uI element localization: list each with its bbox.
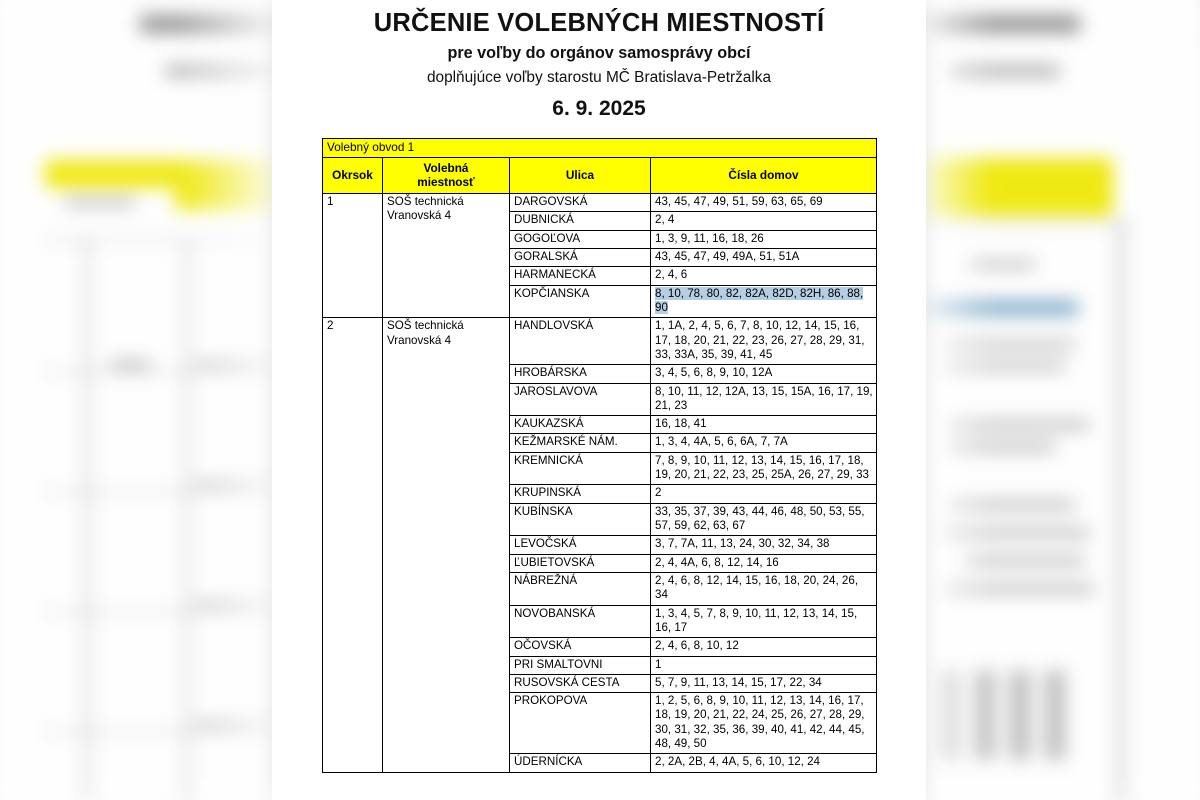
cell-house-numbers: 1, 3, 4, 5, 7, 8, 9, 10, 11, 12, 13, 14, 15, 16, 17	[651, 605, 877, 638]
cell-house-numbers: 8, 10, 11, 12, 12A, 13, 15, 15A, 16, 17, 19, 21, 23	[651, 383, 877, 416]
cell-house-numbers: 2, 4	[651, 212, 877, 230]
cell-street: HARMANECKÁ	[510, 267, 651, 285]
cell-okrsok: 1	[323, 194, 383, 318]
cell-house-numbers: 2, 4, 4A, 6, 8, 12, 14, 16	[651, 554, 877, 572]
cell-street: KUBÍNSKA	[510, 503, 651, 536]
cell-house-numbers: 2, 4, 6, 8, 12, 14, 15, 16, 18, 20, 24, 26, 34	[651, 572, 877, 605]
col-header-house-numbers: Čísla domov	[651, 157, 877, 193]
polling-place-line2: Vranovská 4	[387, 209, 452, 223]
col-header-street: Ulica	[510, 157, 651, 193]
background-blurred-left	[0, 0, 300, 800]
col-header-polling-place-line1: Volebná	[423, 160, 469, 175]
cell-street: LEVOČSKÁ	[510, 536, 651, 554]
cell-street: NÁBREŽNÁ	[510, 572, 651, 605]
table-container	[322, 138, 876, 773]
cell-street: RUSOVSKÁ CESTA	[510, 674, 651, 692]
cell-street: DUBNICKÁ	[510, 212, 651, 230]
cell-polling-place	[383, 194, 510, 318]
cell-okrsok: 2	[323, 318, 383, 772]
election-date: 6. 9. 2025	[552, 97, 646, 120]
cell-street: OČOVSKÁ	[510, 638, 651, 656]
col-header-okrsok: Okrsok	[323, 157, 383, 193]
cell-house-numbers: 43, 45, 47, 49, 49A, 51, 51A	[651, 249, 877, 267]
cell-house-numbers: 2	[651, 485, 877, 503]
cell-house-numbers: 1, 3, 4, 4A, 5, 6, 6A, 7, 7A	[651, 434, 877, 452]
polling-place-line1: SOŠ technická	[387, 195, 464, 209]
cell-street: JAROSLAVOVA	[510, 383, 651, 416]
polling-place-line2: Vranovská 4	[387, 333, 452, 347]
cell-street: KRUPINSKÁ	[510, 485, 651, 503]
cell-street: KAUKAZSKÁ	[510, 416, 651, 434]
table-row	[323, 318, 877, 365]
polling-place-line1: SOŠ technická	[387, 319, 464, 333]
table-body	[323, 194, 877, 773]
cell-street: GOGOĽOVA	[510, 230, 651, 248]
table-head	[323, 139, 877, 194]
cell-house-numbers: 5, 7, 9, 11, 13, 14, 15, 17, 22, 34	[651, 674, 877, 692]
table-row	[323, 194, 877, 212]
document-header	[272, 0, 926, 121]
cell-street: ÚDERNÍCKA	[510, 754, 651, 772]
cell-street: KEŽMARSKÉ NÁM.	[510, 434, 651, 452]
page-title: URČENIE VOLEBNÝCH MIESTNOSTÍ	[373, 9, 825, 37]
cell-house-numbers: 3, 4, 5, 6, 8, 9, 10, 12A	[651, 365, 877, 383]
cell-house-numbers: 1, 1A, 2, 4, 5, 6, 7, 8, 10, 12, 14, 15, 16, 17, 18, 20, 21, 22, 23, 26, 27, 28, 29, 31, 33, 33A, 35, 39, 41, 45	[651, 318, 877, 365]
cell-street: HANDLOVSKÁ	[510, 318, 651, 365]
cell-house-numbers: 2, 4, 6, 8, 10, 12	[651, 638, 877, 656]
cell-street: NOVOBANSKÁ	[510, 605, 651, 638]
cell-house-numbers: 2, 2A, 2B, 4, 4A, 5, 6, 10, 12, 24	[651, 754, 877, 772]
polling-places-table	[322, 138, 877, 773]
selected-text-highlight: 8, 10, 78, 80, 82, 82A, 82D, 82H, 86, 88, 90	[655, 286, 864, 314]
district-band-label: Volebný obvod 1	[323, 139, 877, 158]
cell-street: PROKOPOVA	[510, 693, 651, 754]
cell-street: ĽUBIETOVSKÁ	[510, 554, 651, 572]
cell-polling-place	[383, 318, 510, 772]
col-header-polling-place-line2: miestnosť	[417, 174, 475, 189]
cell-house-numbers: 2, 4, 6	[651, 267, 877, 285]
cell-house-numbers: 3, 7, 7A, 11, 13, 24, 30, 32, 34, 38	[651, 536, 877, 554]
cell-house-numbers: 33, 35, 37, 39, 43, 44, 46, 48, 50, 53, 55, 57, 59, 62, 63, 67	[651, 503, 877, 536]
cell-street: DARGOVSKÁ	[510, 194, 651, 212]
document-page	[272, 0, 926, 800]
table-header-row	[323, 157, 877, 193]
cell-street: PRI SMALTOVNI	[510, 656, 651, 674]
cell-house-numbers: 16, 18, 41	[651, 416, 877, 434]
cell-street: KREMNICKÁ	[510, 452, 651, 485]
document-subtitle-1: pre voľby do orgánov samosprávy obcí	[447, 44, 751, 63]
cell-house-numbers: 1, 2, 5, 6, 8, 9, 10, 11, 12, 13, 14, 16, 17, 18, 19, 20, 21, 22, 24, 25, 26, 27, 28, 29, 30, 31, 32, 35, 36, 39, 40, 41, 42, 44, 45, 48, 49, 50	[651, 693, 877, 754]
document-subtitle-2: doplňujúce voľby starostu MČ Bratislava-Petržalka	[426, 68, 772, 86]
cell-house-numbers: 1, 3, 9, 11, 16, 18, 26	[651, 230, 877, 248]
cell-house-numbers: 7, 8, 9, 10, 11, 12, 13, 14, 15, 16, 17, 18, 19, 20, 21, 22, 23, 25, 25A, 26, 27, 29, 33	[651, 452, 877, 485]
cell-street: KOPČIANSKA	[510, 285, 651, 318]
cell-house-numbers: 43, 45, 47, 49, 51, 59, 63, 65, 69	[651, 194, 877, 212]
cell-house-numbers	[651, 285, 877, 318]
col-header-polling-place	[383, 157, 510, 193]
cell-street: HROBÁRSKA	[510, 365, 651, 383]
table-band-row	[323, 139, 877, 158]
cell-street: GORALSKÁ	[510, 249, 651, 267]
cell-house-numbers: 1	[651, 656, 877, 674]
background-blurred-right	[900, 0, 1200, 800]
